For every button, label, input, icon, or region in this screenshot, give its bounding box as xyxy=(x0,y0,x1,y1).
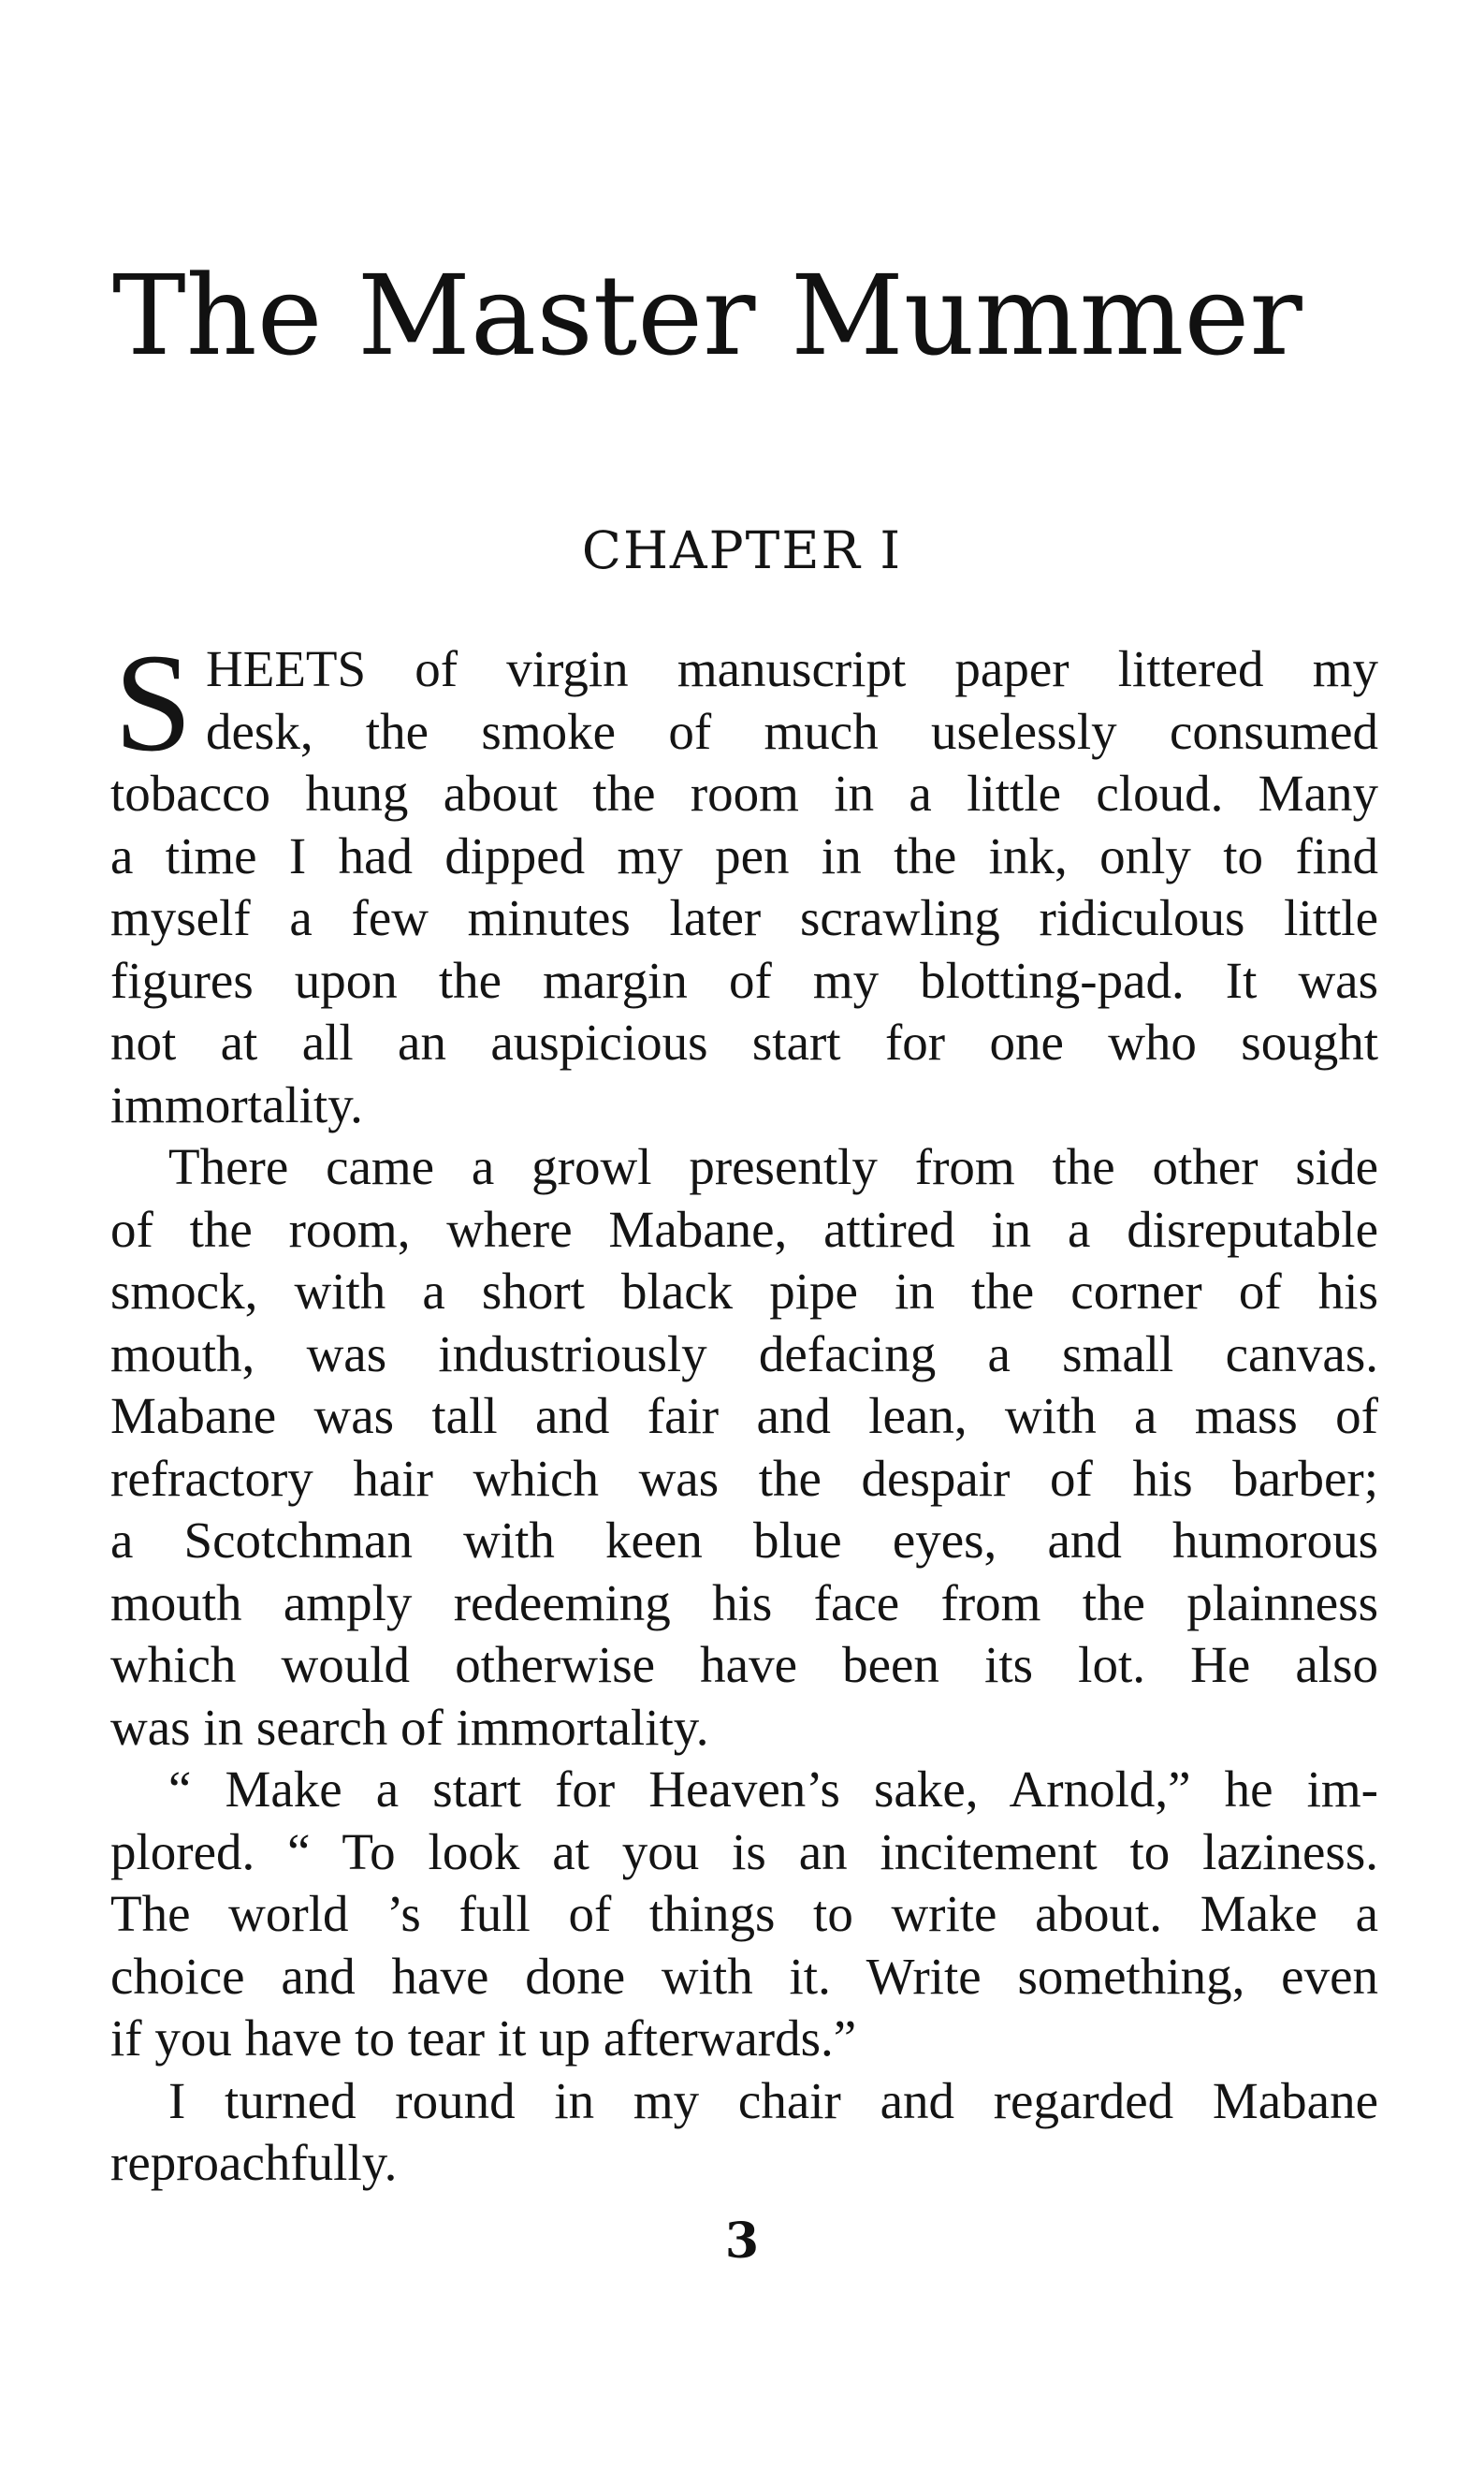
text-line: not at all an auspicious start for one who sought xyxy=(110,1014,1378,1071)
text-line: Mabane was tall and fair and lean, with a mass of xyxy=(110,1387,1378,1444)
text-line: The world ’s full of things to write about. Make a xyxy=(110,1885,1378,1942)
text-line: tobacco hung about the room in a little cloud. Many xyxy=(110,765,1378,822)
text-line: if you have to tear it up afterwards.” xyxy=(110,2009,857,2067)
text-line: smock, with a short black pipe in the corner of his xyxy=(110,1263,1378,1320)
text-line: plored. “ To look at you is an incitement to laziness. xyxy=(110,1822,1378,1880)
text-line: choice and have done with it. Write something, even xyxy=(110,1947,1378,2005)
text-line: myself a few minutes later scrawling ridiculous little xyxy=(110,889,1378,946)
text-line: reproachfully. xyxy=(110,2134,398,2191)
text-line: “ Make a start for Heaven’s sake, Arnold,” he im- xyxy=(168,1760,1378,1818)
text-line: of the room, where Mabane, attired in a disreputable xyxy=(110,1200,1378,1258)
chapter-heading: CHAPTER I xyxy=(581,520,903,580)
text-line: immortality. xyxy=(110,1075,363,1133)
text-line: HEETS of virgin manuscript paper littered my xyxy=(206,640,1378,697)
text-line: refractory hair which was the despair of his barber; xyxy=(110,1449,1378,1507)
text-line: which would otherwise have been its lot. He also xyxy=(110,1636,1378,1693)
text-line: I turned round in my chair and regarded Mabane xyxy=(168,2071,1378,2129)
text-line: a time I had dipped my pen in the ink, only to find xyxy=(110,826,1378,884)
text-line: was in search of immortality. xyxy=(110,1698,709,1756)
page-number: 3 xyxy=(724,2213,760,2270)
text-line: mouth, was industriously defacing a small canvas. xyxy=(110,1324,1378,1382)
chapter-body xyxy=(110,625,1378,2195)
text-line: desk, the smoke of much uselessly consumed xyxy=(206,702,1378,760)
text-line: a Scotchman with keen blue eyes, and humorous xyxy=(110,1512,1378,1569)
text-line: mouth amply redeeming his face from the plainness xyxy=(110,1573,1378,1631)
text-line: figures upon the margin of my blotting-pad. It was xyxy=(110,951,1378,1009)
book-title: The Master Mummer xyxy=(112,251,1302,380)
drop-cap: S xyxy=(114,625,193,781)
text-line: There came a growl presently from the other side xyxy=(168,1138,1378,1195)
